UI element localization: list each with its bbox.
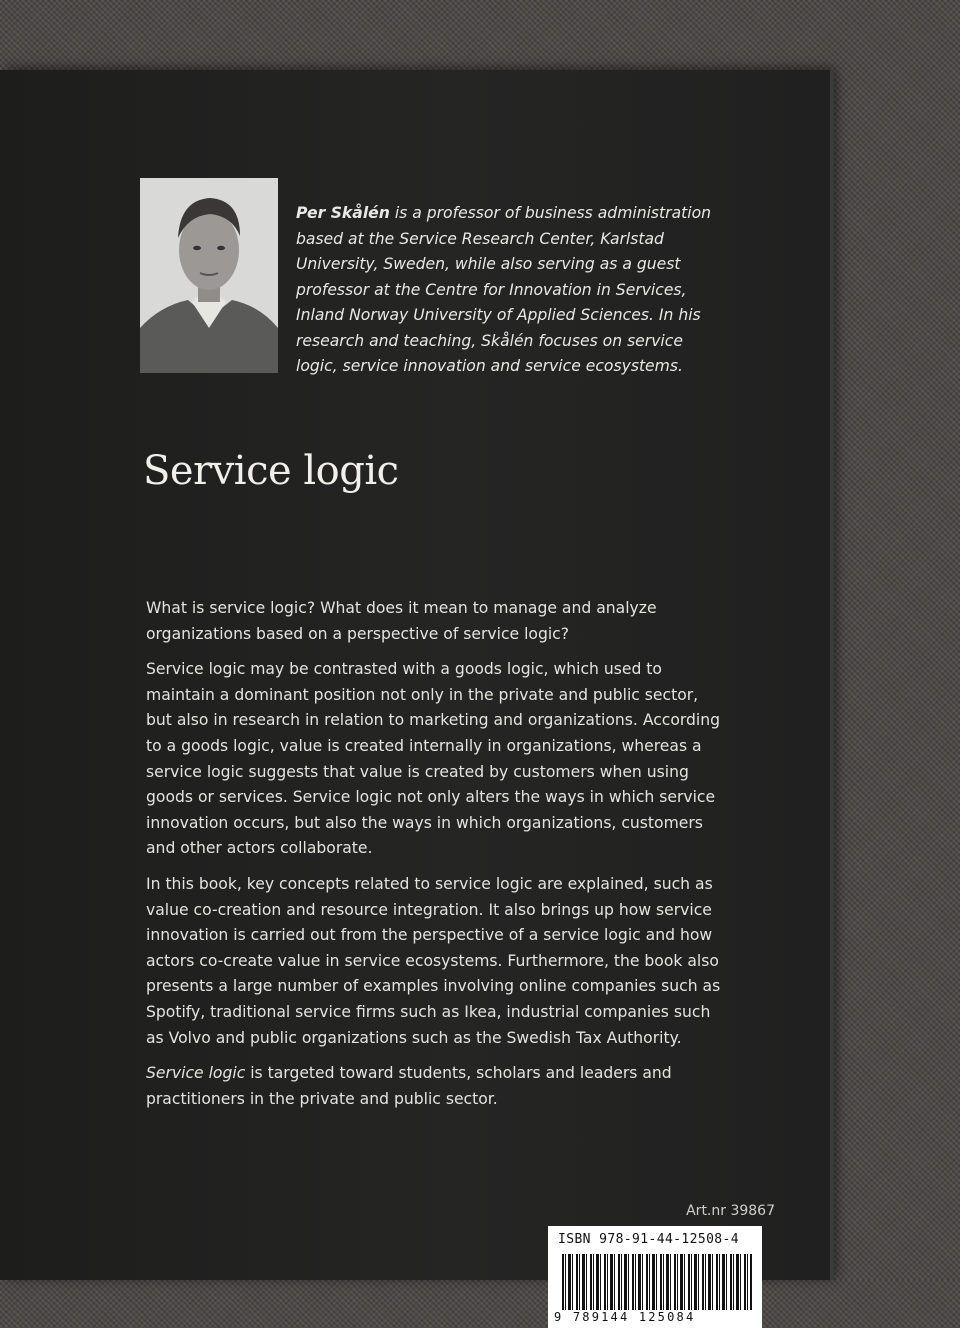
isbn-text: ISBN 978-91-44-12508-4 <box>558 1232 739 1247</box>
blurb <box>146 596 721 1122</box>
blurb-paragraph-4 <box>146 1061 721 1112</box>
author-bio <box>296 201 716 380</box>
book-title: Service logic <box>143 448 399 494</box>
barcode-digits: 9 789144 125084 <box>554 1310 759 1324</box>
author-photo <box>140 178 278 373</box>
blurb-paragraph-4-text: is targeted toward students, scholars and leaders and practitioners in the private and public sector. <box>146 1064 672 1108</box>
author-name: Per Skålén <box>296 204 390 222</box>
blurb-paragraph-1: What is service logic? What does it mean to manage and analyze organizations based on a perspective of service logic? <box>146 599 657 643</box>
book-back-cover <box>0 70 830 1324</box>
barcode-bars <box>562 1254 752 1314</box>
isbn-barcode <box>548 1226 762 1328</box>
blurb-paragraph-2: Service logic may be contrasted with a goods logic, which used to maintain a dominant position not only in the private and public sector, but also in research in relation to marketing and organizations. According to a goods logic, value is created internally in organizations, whereas a service logic suggests that value is created by customers when using goods or services. Service logic not only alters the ways in which service innovation occurs, but also the ways in which organizations, customers and other actors collaborate. <box>146 660 721 858</box>
book-edge <box>830 70 834 1280</box>
blurb-paragraph-3: In this book, key concepts related to service logic are explained, such as value co-creation and resource integration. It also brings up how service innovation is carried out from the perspective of a service logic and how actors co-create value in service ecosystems. Furthermore, the book also presents a large number of examples involving online companies such as Spotify, traditional service firms such as Ikea, industrial companies such as Volvo and public organizations such as the Swedish Tax Authority. <box>146 874 721 1047</box>
author-bio-text: is a professor of business administration based at the Service Research Center, Karlstad University, Sweden, while also serving as a guest professor at the Centre for Innovation in Services, Inland Norway University of Applied Sciences. In his research and teaching, Skålén focuses on service logic, service innovation and service ecosystems. <box>296 204 712 375</box>
article-number: Art.nr 39867 <box>686 1203 775 1219</box>
blurb-book-title: Service logic <box>146 1064 246 1083</box>
